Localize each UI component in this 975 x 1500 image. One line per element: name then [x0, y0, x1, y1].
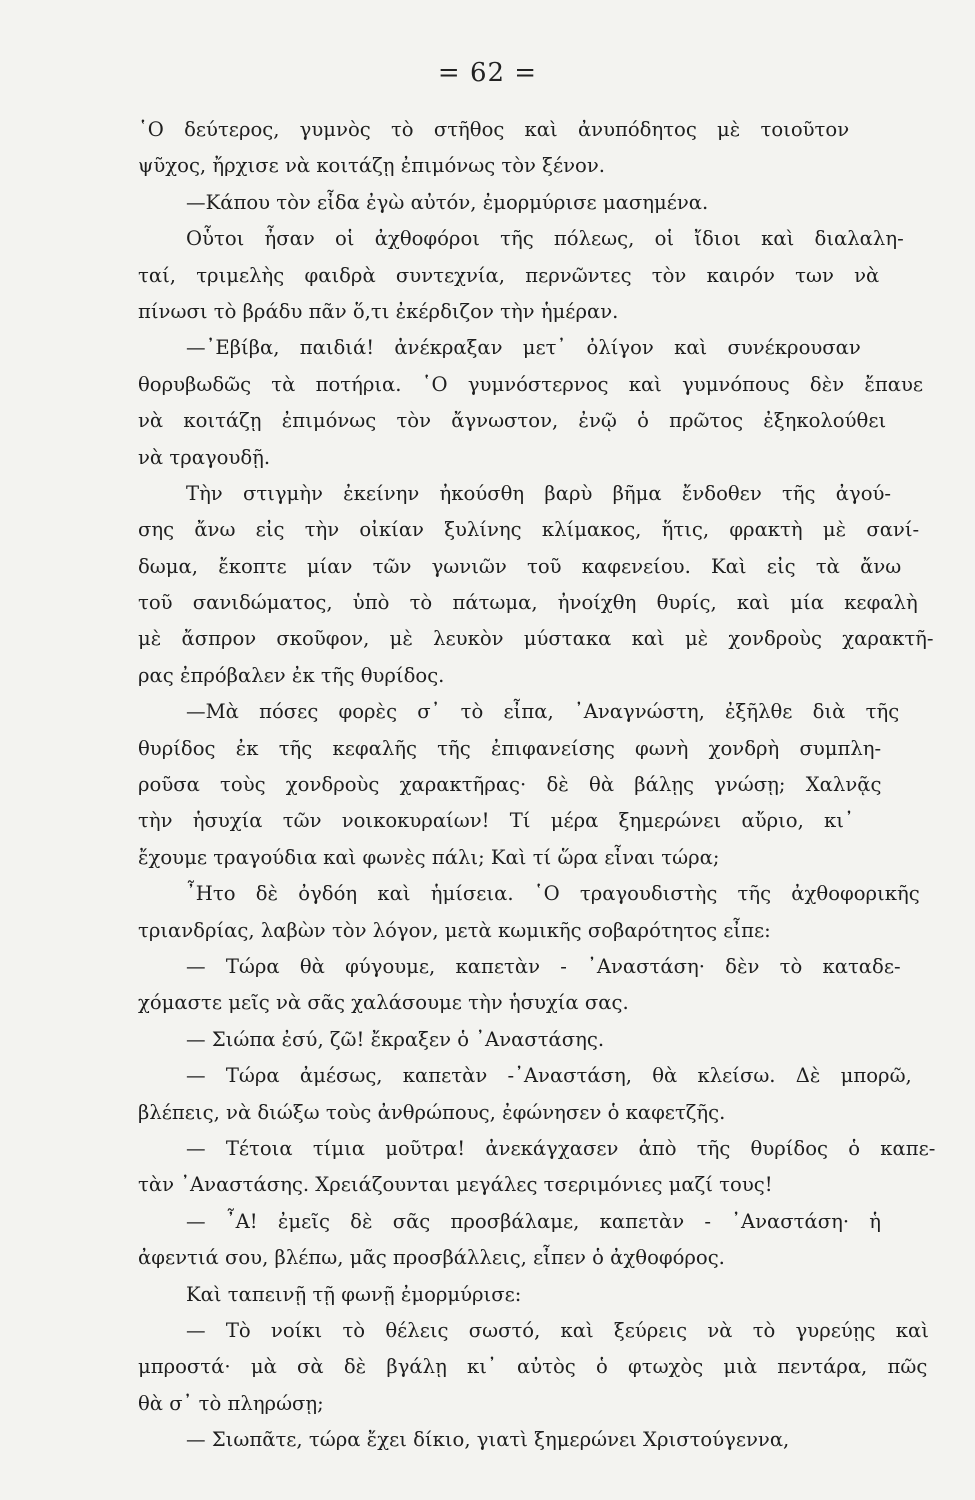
text-line: Οὗτοι ἦσαν οἱ ἀχθοφόροι τῆς πόλεως, οἱ ἴδιοι καὶ διαλαλη-	[186, 227, 904, 251]
text-line: — Τώρα θὰ φύγουμε, καπετὰν - ᾿Αναστάση· δὲν τὸ καταδε-	[186, 954, 901, 978]
text-line: —Μὰ πόσες φορὲς σ᾿ τὸ εἶπα, ᾿Αναγνώστη, ἐξῆλθε διὰ τῆς	[186, 700, 900, 724]
text-line: σης ἄνω εἰς τὴν οἰκίαν ξυλίνης κλίμακος, ἥτις, φρακτὴ μὲ σανί-	[138, 518, 920, 542]
text-line: —Κάπου τὸν εἶδα ἐγὼ αὐτόν, ἐμορμύρισε μασημένα.	[186, 190, 709, 214]
text-line: χόμαστε μεῖς νὰ σᾶς χαλάσουμε τὴν ἡσυχία σας.	[138, 991, 629, 1015]
text-line: Τὴν στιγμὴν ἐκείνην ἠκούσθη βαρὺ βῆμα ἔνδοθεν τῆς ἀγού-	[186, 481, 892, 505]
text-line: νὰ κοιτάζῃ ἐπιμόνως τὸν ἄγνωστον, ἐνῷ ὁ πρῶτος ἐξηκολούθει	[138, 409, 887, 433]
text-line: μὲ ἄσπρον σκοῦφον, μὲ λευκὸν μύστακα καὶ μὲ χονδροὺς χαρακτῆ-	[138, 627, 934, 651]
text-line: ἀφεντιά σου, βλέπω, μᾶς προσβάλλεις, εἶπεν ὁ ἀχθοφόρος.	[138, 1246, 725, 1270]
text-line: — Τέτοια τίμια μοῦτρα! ἀνεκάγχασεν ἀπὸ τῆς θυρίδος ὁ καπε-	[186, 1136, 936, 1160]
text-line: τοῦ σανιδώματος, ὑπὸ τὸ πάτωμα, ἠνοίχθη θυρίς, καὶ μία κεφαλὴ	[138, 591, 918, 615]
text-line: ταί, τριμελὴς φαιδρὰ συντεχνία, περνῶντες τὸν καιρόν των νὰ	[138, 263, 880, 287]
text-line: — Σιωπᾶτε, τώρα ἔχει δίκιο, γιατὶ ξημερώνει Χριστούγεννα,	[186, 1428, 790, 1452]
text-line: νὰ τραγουδῇ.	[138, 445, 271, 469]
text-line: πίνωσι τὸ βράδυ πᾶν ὅ,τι ἐκέρδιζον τὴν ἡμέραν.	[138, 299, 619, 323]
text-line: — Τὸ νοίκι τὸ θέλεις σωστό, καὶ ξεύρεις νὰ τὸ γυρεύῃς καὶ	[186, 1318, 929, 1342]
page-number: = 62 =	[437, 58, 538, 88]
text-line: — Σιώπα ἐσύ, ζῶ! ἔκραξεν ὁ ᾿Αναστάσης.	[186, 1027, 605, 1051]
text-line: μπροστά· μὰ σὰ δὲ βγάλῃ κι᾿ αὐτὸς ὁ φτωχὸς μιὰ πεντάρα, πῶς	[138, 1355, 928, 1379]
text-line: Καὶ ταπεινῇ τῇ φωνῇ ἐμορμύρισε:	[186, 1282, 522, 1306]
text-line: βλέπεις, νὰ διώξω τοὺς ἀνθρώπους, ἐφώνησεν ὁ καφετζῆς.	[138, 1100, 726, 1124]
text-line: τριανδρίας, λαβὼν τὸν λόγον, μετὰ κωμικῆς σοβαρότητος εἶπε:	[138, 918, 771, 942]
text-line: θορυβωδῶς τὰ ποτήρια. ῾Ο γυμνόστερνος καὶ γυμνόπους δὲν ἔπαυε	[138, 372, 924, 396]
text-line: θὰ σ᾿ τὸ πληρώσῃ;	[138, 1391, 324, 1415]
body-text	[138, 112, 938, 1458]
text-line: ῏Ητο δὲ ὀγδόη καὶ ἡμίσεια. ῾Ο τραγουδιστὴς τῆς ἀχθοφορικῆς	[186, 882, 920, 906]
text-line: θυρίδος ἐκ τῆς κεφαλῆς τῆς ἐπιφανείσης φωνὴ χονδρὴ συμπλη-	[138, 736, 882, 760]
text-line: — Τώρα ἀμέσως, καπετὰν -᾿Αναστάση, θὰ κλείσω. Δὲ μπορῶ,	[186, 1064, 912, 1088]
text-line: ψῦχος, ἤρχισε νὰ κοιτάζῃ ἐπιμόνως τὸν ξένον.	[138, 154, 605, 178]
text-line: ἔχουμε τραγούδια καὶ φωνὲς πάλι; Καὶ τί ὥρα εἶναι τώρα;	[138, 845, 720, 869]
text-line: — ῏Α! ἐμεῖς δὲ σᾶς προσβάλαμε, καπετὰν - ᾿Αναστάση· ἡ	[186, 1209, 882, 1233]
text-line: δωμα, ἔκοπτε μίαν τῶν γωνιῶν τοῦ καφενείου. Καὶ εἰς τὰ ἄνω	[138, 554, 902, 578]
text-line: ροῦσα τοὺς χονδροὺς χαρακτῆρας· δὲ θὰ βάλῃς γνώσῃ; Χαλνᾷς	[138, 773, 882, 797]
text-line: τὰν ᾿Αναστάσης. Χρειάζουνται μεγάλες τσεριμόνιες μαζί τους!	[138, 1173, 773, 1197]
text-line: ρας ἐπρόβαλεν ἐκ τῆς θυρίδος.	[138, 663, 445, 687]
text-line: τὴν ἡσυχία τῶν νοικοκυραίων! Τί μέρα ξημερώνει αὔριο, κι᾿	[138, 809, 854, 833]
text-line: —᾿Εβίβα, παιδιά! ἀνέκραξαν μετ᾿ ὀλίγον καὶ συνέκρουσαν	[186, 336, 861, 360]
text-line: ῾Ο δεύτερος, γυμνὸς τὸ στῆθος καὶ ἀνυπόδητος μὲ τοιοῦτον	[138, 118, 850, 141]
